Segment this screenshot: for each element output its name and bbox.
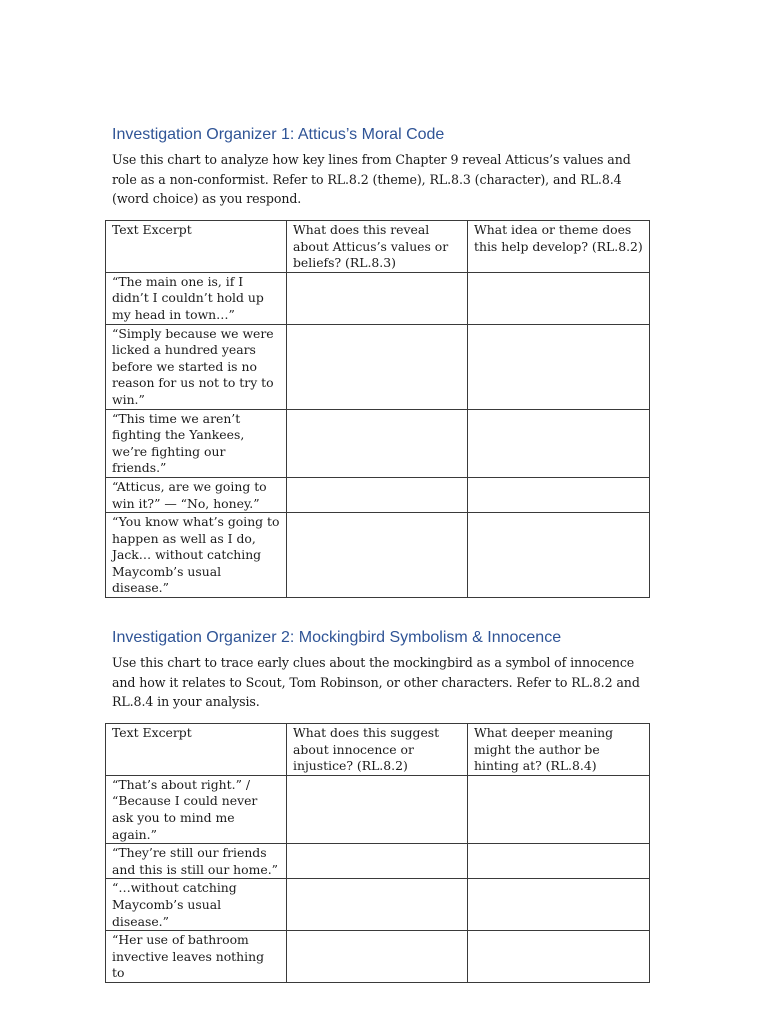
response-cell[interactable] (287, 775, 468, 843)
header-idea-theme: What idea or theme does this help develop? (RL.8.2) (468, 221, 650, 273)
response-cell[interactable] (287, 879, 468, 931)
table-row (106, 931, 650, 983)
table-header-row (106, 724, 650, 776)
organizer-1-table (105, 220, 650, 598)
table-row (106, 324, 650, 409)
organizer-2-title: Investigation Organizer 2: Mockingbird Symbolism & Innocence (112, 629, 562, 646)
excerpt-cell: “You know what’s going to happen as well as I do, Jack… without catching Maycomb’s usual disease.” (106, 513, 287, 598)
response-cell[interactable] (287, 844, 468, 879)
excerpt-cell: “…without catching Maycomb’s usual disease.” (106, 879, 287, 931)
response-cell[interactable] (287, 324, 468, 409)
response-cell[interactable] (287, 477, 468, 512)
table-row (106, 844, 650, 879)
response-cell[interactable] (468, 272, 650, 324)
excerpt-cell: “They’re still our friends and this is still our home.” (106, 844, 287, 879)
response-cell[interactable] (468, 879, 650, 931)
response-cell[interactable] (468, 477, 650, 512)
table-row (106, 775, 650, 843)
organizer-1-title: Investigation Organizer 1: Atticus’s Moral Code (112, 126, 445, 143)
response-cell[interactable] (468, 513, 650, 598)
organizer-2-section (112, 627, 657, 981)
response-cell[interactable] (468, 409, 650, 477)
organizer-2-table (105, 723, 650, 983)
table-row (106, 477, 650, 512)
header-text-excerpt: Text Excerpt (106, 724, 287, 776)
table-row (106, 879, 650, 931)
response-cell[interactable] (468, 844, 650, 879)
response-cell[interactable] (287, 272, 468, 324)
table-header-row (106, 221, 650, 273)
response-cell[interactable] (287, 409, 468, 477)
header-innocence-injustice: What does this suggest about innocence or injustice? (RL.8.2) (287, 724, 468, 776)
response-cell[interactable] (468, 324, 650, 409)
excerpt-cell: “Simply because we were licked a hundred years before we started is no reason for us not to try to win.” (106, 324, 287, 409)
response-cell[interactable] (287, 513, 468, 598)
table-row (106, 409, 650, 477)
organizer-1-intro: Use this chart to analyze how key lines from Chapter 9 reveal Atticus’s values and role as a non-conformist. Refer to RL.8.2 (theme), RL.8.3 (character), and RL.8.4 (word choice) as you respond. (112, 152, 631, 206)
excerpt-cell: “This time we aren’t fighting the Yankees, we’re fighting our friends.” (106, 409, 287, 477)
response-cell[interactable] (468, 931, 650, 983)
organizer-2-intro: Use this chart to trace early clues about the mockingbird as a symbol of innocence and how it relates to Scout, Tom Robinson, or other characters. Refer to RL.8.2 and RL.8.4 in your analysis. (112, 655, 640, 709)
excerpt-cell: “Atticus, are we going to win it?” — “No, honey.” (106, 477, 287, 512)
header-text-excerpt: Text Excerpt (106, 221, 287, 273)
response-cell[interactable] (468, 775, 650, 843)
table-row (106, 513, 650, 598)
response-cell[interactable] (287, 931, 468, 983)
organizer-1-section (112, 124, 657, 596)
header-deeper-meaning: What deeper meaning might the author be hinting at? (RL.8.4) (468, 724, 650, 776)
excerpt-cell: “Her use of bathroom invective leaves nothing to (106, 931, 287, 983)
header-values-beliefs: What does this reveal about Atticus’s values or beliefs? (RL.8.3) (287, 221, 468, 273)
excerpt-cell: “That’s about right.” / “Because I could never ask you to mind me again.” (106, 775, 287, 843)
table-row (106, 272, 650, 324)
excerpt-cell: “The main one is, if I didn’t I couldn’t hold up my head in town…” (106, 272, 287, 324)
